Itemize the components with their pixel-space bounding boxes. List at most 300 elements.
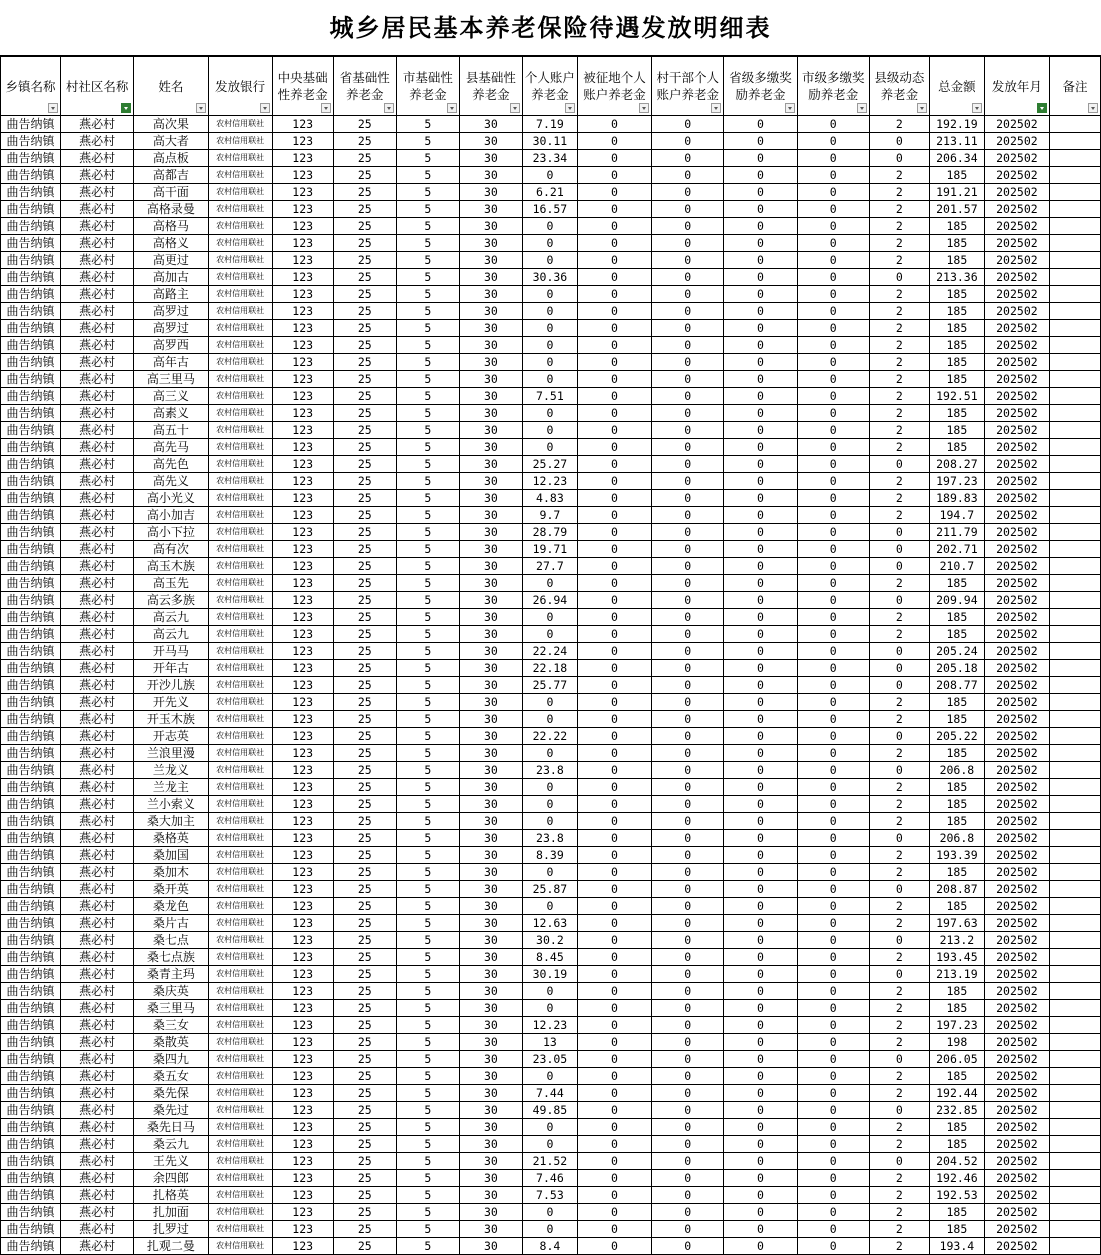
table-cell: 25 bbox=[333, 388, 396, 405]
table-cell: 123 bbox=[272, 711, 333, 728]
filter-active-icon[interactable] bbox=[1037, 103, 1047, 113]
table-cell bbox=[1049, 592, 1100, 609]
table-cell bbox=[1049, 881, 1100, 898]
table-cell: 202502 bbox=[984, 1153, 1049, 1170]
table-cell: 0 bbox=[797, 1153, 869, 1170]
table-cell: 30 bbox=[459, 422, 522, 439]
table-cell bbox=[1049, 915, 1100, 932]
table-cell: 123 bbox=[272, 218, 333, 235]
table-cell: 123 bbox=[272, 371, 333, 388]
table-cell: 0 bbox=[522, 337, 577, 354]
dropdown-arrow-icon[interactable] bbox=[857, 103, 867, 113]
table-cell: 30 bbox=[459, 949, 522, 966]
table-cell: 0 bbox=[652, 898, 724, 915]
table-cell: 桑先日马 bbox=[134, 1119, 208, 1136]
table-cell: 30 bbox=[459, 1136, 522, 1153]
table-row bbox=[1, 456, 1101, 473]
table-cell: 123 bbox=[272, 184, 333, 201]
table-cell: 25 bbox=[333, 966, 396, 983]
table-row bbox=[1, 1119, 1101, 1136]
table-cell bbox=[1049, 898, 1100, 915]
table-cell: 202502 bbox=[984, 881, 1049, 898]
table-cell: 123 bbox=[272, 354, 333, 371]
table-cell: 曲告纳镇 bbox=[1, 762, 61, 779]
table-cell: 0 bbox=[577, 354, 651, 371]
table-cell: 曲告纳镇 bbox=[1, 796, 61, 813]
table-cell: 123 bbox=[272, 133, 333, 150]
table-cell: 0 bbox=[577, 966, 651, 983]
table-cell: 25 bbox=[333, 881, 396, 898]
dropdown-arrow-icon[interactable] bbox=[196, 103, 206, 113]
table-cell: 2 bbox=[869, 694, 929, 711]
column-header-label: 市基础性养老金 bbox=[402, 70, 453, 102]
table-cell: 0 bbox=[522, 1204, 577, 1221]
table-cell: 农村信用联社 bbox=[208, 745, 272, 762]
table-cell: 桑青主玛 bbox=[134, 966, 208, 983]
table-cell: 2 bbox=[869, 320, 929, 337]
table-cell: 30 bbox=[459, 881, 522, 898]
table-cell: 25 bbox=[333, 201, 396, 218]
column-header-label: 被征地个人账户养老金 bbox=[583, 70, 646, 102]
table-cell: 高点板 bbox=[134, 150, 208, 167]
table-cell: 农村信用联社 bbox=[208, 694, 272, 711]
table-row bbox=[1, 541, 1101, 558]
table-cell: 123 bbox=[272, 915, 333, 932]
table-cell: 农村信用联社 bbox=[208, 1068, 272, 1085]
table-cell: 高三里马 bbox=[134, 371, 208, 388]
table-cell: 曲告纳镇 bbox=[1, 1204, 61, 1221]
table-cell: 0 bbox=[577, 167, 651, 184]
dropdown-arrow-icon[interactable] bbox=[260, 103, 270, 113]
column-header bbox=[396, 57, 459, 116]
table-cell: 185 bbox=[929, 609, 984, 626]
table-cell: 5 bbox=[396, 405, 459, 422]
table-cell: 0 bbox=[652, 337, 724, 354]
table-cell: 5 bbox=[396, 1136, 459, 1153]
table-cell: 2 bbox=[869, 490, 929, 507]
table-cell: 开年古 bbox=[134, 660, 208, 677]
table-cell: 曲告纳镇 bbox=[1, 337, 61, 354]
table-cell: 燕必村 bbox=[61, 235, 134, 252]
table-cell: 开先义 bbox=[134, 694, 208, 711]
table-cell: 7.46 bbox=[522, 1170, 577, 1187]
table-cell: 燕必村 bbox=[61, 677, 134, 694]
table-cell: 25 bbox=[333, 626, 396, 643]
table-cell: 185 bbox=[929, 711, 984, 728]
table-cell bbox=[1049, 269, 1100, 286]
table-cell: 0 bbox=[724, 643, 797, 660]
table-cell: 桑加国 bbox=[134, 847, 208, 864]
table-cell: 30 bbox=[459, 966, 522, 983]
table-cell: 0 bbox=[652, 558, 724, 575]
table-cell: 30 bbox=[459, 1034, 522, 1051]
table-cell: 192.44 bbox=[929, 1085, 984, 1102]
table-cell: 0 bbox=[797, 405, 869, 422]
table-row bbox=[1, 830, 1101, 847]
table-cell: 30 bbox=[459, 473, 522, 490]
table-row bbox=[1, 796, 1101, 813]
column-header-label: 省级多缴奖励养老金 bbox=[729, 70, 792, 102]
table-cell: 曲告纳镇 bbox=[1, 541, 61, 558]
table-cell: 202502 bbox=[984, 507, 1049, 524]
table-cell: 燕必村 bbox=[61, 762, 134, 779]
dropdown-arrow-icon[interactable] bbox=[565, 103, 575, 113]
table-cell: 25 bbox=[333, 643, 396, 660]
table-cell: 25 bbox=[333, 1000, 396, 1017]
table-cell: 0 bbox=[797, 422, 869, 439]
dropdown-arrow-icon[interactable] bbox=[639, 103, 649, 113]
table-cell: 5 bbox=[396, 1085, 459, 1102]
table-cell: 16.57 bbox=[522, 201, 577, 218]
table-cell: 123 bbox=[272, 881, 333, 898]
table-cell: 0 bbox=[652, 966, 724, 983]
table-cell: 5 bbox=[396, 1034, 459, 1051]
table-cell: 0 bbox=[652, 864, 724, 881]
table-cell: 2 bbox=[869, 1017, 929, 1034]
table-cell: 0 bbox=[724, 473, 797, 490]
table-cell: 12.23 bbox=[522, 1017, 577, 1034]
table-cell: 23.05 bbox=[522, 1051, 577, 1068]
table-cell: 123 bbox=[272, 1170, 333, 1187]
table-cell: 2 bbox=[869, 286, 929, 303]
table-cell: 123 bbox=[272, 1119, 333, 1136]
table-cell: 曲告纳镇 bbox=[1, 966, 61, 983]
table-cell: 185 bbox=[929, 320, 984, 337]
dropdown-arrow-icon[interactable] bbox=[785, 103, 795, 113]
table-cell: 高玉木族 bbox=[134, 558, 208, 575]
table-cell: 8.4 bbox=[522, 1238, 577, 1255]
table-cell: 桑先过 bbox=[134, 1102, 208, 1119]
table-cell: 0 bbox=[577, 439, 651, 456]
table-cell: 高五十 bbox=[134, 422, 208, 439]
table-cell: 燕必村 bbox=[61, 1119, 134, 1136]
table-cell: 202502 bbox=[984, 320, 1049, 337]
column-header bbox=[1049, 57, 1100, 116]
table-cell: 8.45 bbox=[522, 949, 577, 966]
table-cell: 25 bbox=[333, 1170, 396, 1187]
table-cell: 13 bbox=[522, 1034, 577, 1051]
filter-active-icon[interactable] bbox=[121, 103, 131, 113]
table-cell: 123 bbox=[272, 643, 333, 660]
table-cell: 农村信用联社 bbox=[208, 1136, 272, 1153]
table-cell: 0 bbox=[797, 490, 869, 507]
table-cell: 2 bbox=[869, 439, 929, 456]
table-cell: 0 bbox=[522, 1000, 577, 1017]
table-cell: 202502 bbox=[984, 252, 1049, 269]
table-cell: 5 bbox=[396, 558, 459, 575]
dropdown-arrow-icon[interactable] bbox=[917, 103, 927, 113]
table-cell: 5 bbox=[396, 643, 459, 660]
table-cell: 燕必村 bbox=[61, 847, 134, 864]
table-cell: 30 bbox=[459, 541, 522, 558]
table-cell bbox=[1049, 643, 1100, 660]
table-cell: 0 bbox=[797, 762, 869, 779]
table-cell: 5 bbox=[396, 184, 459, 201]
table-cell: 燕必村 bbox=[61, 898, 134, 915]
table-cell: 农村信用联社 bbox=[208, 1221, 272, 1238]
dropdown-arrow-icon[interactable] bbox=[321, 103, 331, 113]
table-cell: 0 bbox=[724, 1017, 797, 1034]
table-cell: 0 bbox=[652, 830, 724, 847]
table-cell: 0 bbox=[724, 337, 797, 354]
table-cell: 农村信用联社 bbox=[208, 1153, 272, 1170]
table-cell: 185 bbox=[929, 626, 984, 643]
table-cell: 202502 bbox=[984, 898, 1049, 915]
column-header-label: 备注 bbox=[1062, 78, 1088, 94]
table-cell: 桑龙色 bbox=[134, 898, 208, 915]
table-cell bbox=[1049, 728, 1100, 745]
table-cell: 0 bbox=[522, 898, 577, 915]
table-cell: 0 bbox=[577, 1017, 651, 1034]
column-header bbox=[652, 57, 724, 116]
table-cell: 5 bbox=[396, 1238, 459, 1255]
column-header bbox=[984, 57, 1049, 116]
table-cell: 高先色 bbox=[134, 456, 208, 473]
table-cell: 燕必村 bbox=[61, 1187, 134, 1204]
table-cell: 123 bbox=[272, 575, 333, 592]
table-cell: 202502 bbox=[984, 524, 1049, 541]
table-cell: 0 bbox=[652, 915, 724, 932]
table-cell: 2 bbox=[869, 609, 929, 626]
table-cell: 30 bbox=[459, 847, 522, 864]
table-cell: 2 bbox=[869, 473, 929, 490]
table-cell: 0 bbox=[577, 1221, 651, 1238]
table-cell: 202502 bbox=[984, 915, 1049, 932]
table-cell: 0 bbox=[797, 150, 869, 167]
table-cell: 0 bbox=[652, 490, 724, 507]
dropdown-arrow-icon[interactable] bbox=[48, 103, 58, 113]
table-cell: 0 bbox=[577, 405, 651, 422]
table-cell: 农村信用联社 bbox=[208, 779, 272, 796]
table-cell: 202502 bbox=[984, 728, 1049, 745]
table-cell: 0 bbox=[577, 1034, 651, 1051]
table-cell: 202502 bbox=[984, 1017, 1049, 1034]
table-cell: 202502 bbox=[984, 575, 1049, 592]
table-cell: 30 bbox=[459, 1068, 522, 1085]
table-cell: 高格义 bbox=[134, 235, 208, 252]
table-cell: 0 bbox=[522, 575, 577, 592]
table-cell: 0 bbox=[724, 150, 797, 167]
table-row bbox=[1, 949, 1101, 966]
table-cell: 30 bbox=[459, 711, 522, 728]
table-cell: 桑大加主 bbox=[134, 813, 208, 830]
table-cell bbox=[1049, 1204, 1100, 1221]
table-cell: 25 bbox=[333, 830, 396, 847]
table-cell: 123 bbox=[272, 235, 333, 252]
table-cell: 农村信用联社 bbox=[208, 1000, 272, 1017]
table-cell: 0 bbox=[797, 864, 869, 881]
table-cell: 曲告纳镇 bbox=[1, 1153, 61, 1170]
table-row bbox=[1, 218, 1101, 235]
table-cell: 0 bbox=[724, 1119, 797, 1136]
table-cell: 0 bbox=[724, 133, 797, 150]
table-cell: 30 bbox=[459, 1119, 522, 1136]
table-cell: 0 bbox=[724, 524, 797, 541]
table-cell: 高加古 bbox=[134, 269, 208, 286]
table-cell: 5 bbox=[396, 388, 459, 405]
table-cell: 0 bbox=[724, 1034, 797, 1051]
table-cell: 0 bbox=[724, 201, 797, 218]
table-cell: 185 bbox=[929, 422, 984, 439]
table-cell: 123 bbox=[272, 1102, 333, 1119]
table-cell: 0 bbox=[577, 1170, 651, 1187]
table-cell: 桑加木 bbox=[134, 864, 208, 881]
table-cell: 0 bbox=[577, 1204, 651, 1221]
table-cell: 农村信用联社 bbox=[208, 558, 272, 575]
table-cell: 5 bbox=[396, 150, 459, 167]
table-cell: 0 bbox=[869, 524, 929, 541]
table-cell: 232.85 bbox=[929, 1102, 984, 1119]
table-cell: 燕必村 bbox=[61, 490, 134, 507]
table-cell: 202502 bbox=[984, 1034, 1049, 1051]
table-cell: 0 bbox=[724, 796, 797, 813]
table-cell: 0 bbox=[577, 711, 651, 728]
table-cell: 高更过 bbox=[134, 252, 208, 269]
table-cell: 曲告纳镇 bbox=[1, 150, 61, 167]
table-cell: 2 bbox=[869, 813, 929, 830]
table-cell: 192.19 bbox=[929, 116, 984, 133]
table-row bbox=[1, 507, 1101, 524]
table-cell: 燕必村 bbox=[61, 1221, 134, 1238]
table-cell: 0 bbox=[577, 728, 651, 745]
table-cell: 0 bbox=[652, 1068, 724, 1085]
table-cell: 曲告纳镇 bbox=[1, 575, 61, 592]
table-cell: 5 bbox=[396, 422, 459, 439]
table-cell bbox=[1049, 133, 1100, 150]
dropdown-arrow-icon[interactable] bbox=[711, 103, 721, 113]
table-cell: 曲告纳镇 bbox=[1, 643, 61, 660]
column-header-label: 发放年月 bbox=[991, 78, 1042, 94]
table-cell: 农村信用联社 bbox=[208, 1204, 272, 1221]
table-cell: 0 bbox=[797, 116, 869, 133]
table-cell: 30 bbox=[459, 507, 522, 524]
table-cell: 0 bbox=[869, 643, 929, 660]
table-cell: 30 bbox=[459, 405, 522, 422]
table-cell: 2 bbox=[869, 201, 929, 218]
table-cell: 曲告纳镇 bbox=[1, 1085, 61, 1102]
table-cell: 燕必村 bbox=[61, 167, 134, 184]
table-cell: 202502 bbox=[984, 201, 1049, 218]
table-cell: 农村信用联社 bbox=[208, 167, 272, 184]
table-cell: 5 bbox=[396, 1187, 459, 1204]
table-cell: 206.8 bbox=[929, 762, 984, 779]
table-cell: 0 bbox=[652, 745, 724, 762]
table-cell: 0 bbox=[652, 1136, 724, 1153]
table-cell: 燕必村 bbox=[61, 1000, 134, 1017]
table-cell: 开玉木族 bbox=[134, 711, 208, 728]
table-cell: 2 bbox=[869, 1136, 929, 1153]
table-cell: 燕必村 bbox=[61, 949, 134, 966]
table-cell: 206.34 bbox=[929, 150, 984, 167]
table-cell: 0 bbox=[724, 677, 797, 694]
dropdown-arrow-icon[interactable] bbox=[1088, 103, 1098, 113]
table-cell: 0 bbox=[797, 983, 869, 1000]
table-cell bbox=[1049, 388, 1100, 405]
dropdown-arrow-icon[interactable] bbox=[510, 103, 520, 113]
table-cell: 30 bbox=[459, 728, 522, 745]
table-cell: 185 bbox=[929, 898, 984, 915]
table-cell: 202502 bbox=[984, 1204, 1049, 1221]
table-cell: 208.77 bbox=[929, 677, 984, 694]
table-cell: 燕必村 bbox=[61, 915, 134, 932]
table-cell: 0 bbox=[522, 626, 577, 643]
table-cell bbox=[1049, 1068, 1100, 1085]
table-cell: 0 bbox=[577, 422, 651, 439]
table-cell: 0 bbox=[797, 337, 869, 354]
table-cell bbox=[1049, 558, 1100, 575]
table-cell: 2 bbox=[869, 1204, 929, 1221]
table-cell: 0 bbox=[522, 405, 577, 422]
dropdown-arrow-icon[interactable] bbox=[972, 103, 982, 113]
table-cell: 农村信用联社 bbox=[208, 660, 272, 677]
table-cell: 23.8 bbox=[522, 830, 577, 847]
table-cell: 123 bbox=[272, 303, 333, 320]
table-cell: 0 bbox=[724, 116, 797, 133]
dropdown-arrow-icon[interactable] bbox=[384, 103, 394, 113]
table-cell: 曲告纳镇 bbox=[1, 609, 61, 626]
table-cell: 曲告纳镇 bbox=[1, 252, 61, 269]
table-cell: 5 bbox=[396, 796, 459, 813]
dropdown-arrow-icon[interactable] bbox=[447, 103, 457, 113]
table-cell: 0 bbox=[522, 983, 577, 1000]
table-cell: 0 bbox=[652, 303, 724, 320]
table-cell: 5 bbox=[396, 575, 459, 592]
table-cell: 0 bbox=[797, 881, 869, 898]
table-cell: 0 bbox=[797, 592, 869, 609]
table-cell: 5 bbox=[396, 677, 459, 694]
table-cell: 曲告纳镇 bbox=[1, 1170, 61, 1187]
table-cell: 185 bbox=[929, 218, 984, 235]
table-row bbox=[1, 337, 1101, 354]
table-cell: 0 bbox=[724, 1000, 797, 1017]
table-cell: 7.19 bbox=[522, 116, 577, 133]
table-cell: 高素义 bbox=[134, 405, 208, 422]
table-cell: 202502 bbox=[984, 1068, 1049, 1085]
table-cell: 202502 bbox=[984, 354, 1049, 371]
table-cell: 0 bbox=[869, 677, 929, 694]
table-cell: 0 bbox=[577, 1051, 651, 1068]
table-cell: 0 bbox=[797, 388, 869, 405]
table-cell: 高云九 bbox=[134, 626, 208, 643]
table-row bbox=[1, 1017, 1101, 1034]
table-cell: 农村信用联社 bbox=[208, 1085, 272, 1102]
table-cell: 192.51 bbox=[929, 388, 984, 405]
table-cell: 0 bbox=[577, 779, 651, 796]
table-cell: 桑七点族 bbox=[134, 949, 208, 966]
table-cell: 25 bbox=[333, 1153, 396, 1170]
table-cell bbox=[1049, 303, 1100, 320]
table-cell: 5 bbox=[396, 286, 459, 303]
column-header-label: 县基础性养老金 bbox=[465, 70, 516, 102]
table-cell: 202502 bbox=[984, 439, 1049, 456]
table-cell: 30 bbox=[459, 592, 522, 609]
table-cell: 0 bbox=[577, 252, 651, 269]
table-cell: 30 bbox=[459, 252, 522, 269]
table-cell: 202502 bbox=[984, 541, 1049, 558]
table-cell: 燕必村 bbox=[61, 473, 134, 490]
table-cell: 0 bbox=[577, 796, 651, 813]
table-cell: 25 bbox=[333, 864, 396, 881]
table-cell: 123 bbox=[272, 422, 333, 439]
table-cell: 0 bbox=[724, 1187, 797, 1204]
table-cell: 2 bbox=[869, 388, 929, 405]
table-cell: 123 bbox=[272, 677, 333, 694]
table-cell bbox=[1049, 405, 1100, 422]
table-cell: 123 bbox=[272, 456, 333, 473]
table-cell: 25 bbox=[333, 252, 396, 269]
table-cell: 曲告纳镇 bbox=[1, 558, 61, 575]
table-cell bbox=[1049, 575, 1100, 592]
